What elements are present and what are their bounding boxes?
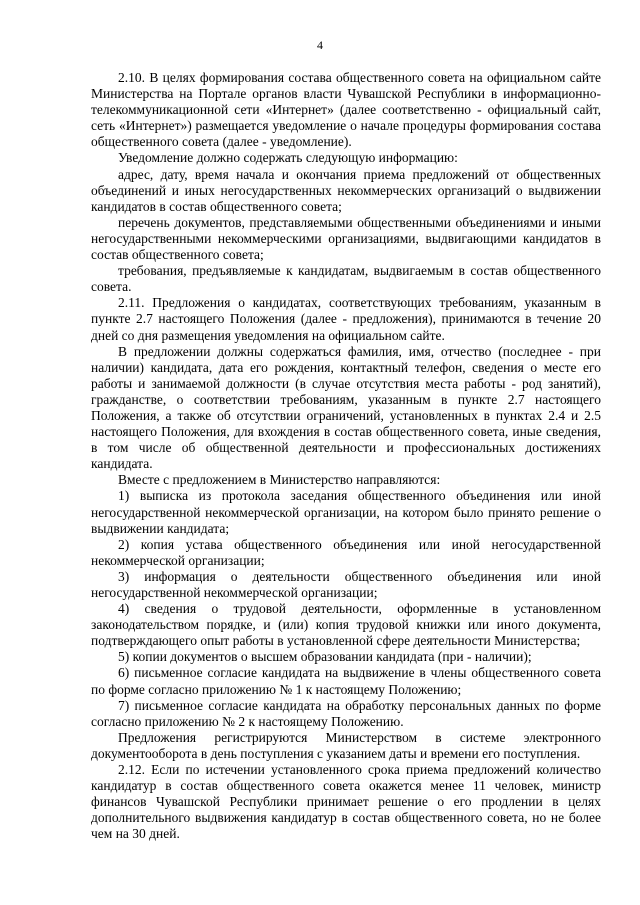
- list-item-2: 2) копия устава общественного объединения или иной негосударственной некоммерческой организации;: [91, 536, 601, 568]
- page-number: 4: [317, 38, 323, 52]
- list-item-7: 7) письменное согласие кандидата на обработку персональных данных по форме согласно приложению № 2 к настоящему Положению.: [91, 697, 601, 729]
- list-item-5: 5) копии документов о высшем образовании кандидата (при - наличии);: [118, 649, 532, 665]
- list-item-4: 4) сведения о трудовой деятельности, оформленные в установленном законодательством порядке, и (или) копия трудовой книжки или иного документа, подтверждающего опыт работы в установленной сфере деятельности Министерства;: [91, 601, 601, 649]
- list-item-3: 3) информация о деятельности общественного объединения или иной негосударственной некоммерческой организации;: [91, 568, 601, 600]
- paragraph-2-12: 2.12. Если по истечении установленного срока приема предложений количество кандидатур в состав общественного совета окажется менее 11 человек, министр финансов Чувашской Республики принимает решение о его продлении в целях дополнительного выдвижения кандидатур в состав общественного совета, но не более чем на 30 дней.: [91, 762, 601, 842]
- paragraph-2-10: 2.10. В целях формирования состава общественного совета на официальном сайте Министерства на Портале органов власти Чувашской Республики в информационно-телекоммуникационной сети «Интернет» (далее соответственно - официальный сайт, сеть «Интернет») размещается уведомление о начале процедуры формирования состава общественного совета (далее - уведомление).: [91, 70, 601, 150]
- list-item-1: 1) выписка из протокола заседания общественного объединения или иной негосударственной некоммерческой организации, на котором было принято решение о выдвижении кандидата;: [91, 488, 601, 536]
- paragraph-notice-requirements: требования, предъявляемые к кандидатам, выдвигаемым в состав общественного совета.: [91, 263, 601, 295]
- paragraph-notice-documents: перечень документов, представляемыми общественными объединениями и иными негосударственными некоммерческими организациями, выдвигающими кандидатов в состав общественного совета;: [91, 214, 601, 263]
- paragraph-notice-address: адрес, дату, время начала и окончания приема предложений от общественных объединений и иных негосударственных некоммерческих организаций о выдвижении кандидатов в состав общественного совета;: [91, 166, 601, 214]
- document-body: [91, 70, 601, 843]
- paragraph-registration: Предложения регистрируются Министерством в системе электронного документооборота в день поступления с указанием даты и времени его поступления.: [91, 729, 601, 761]
- list-item-6: 6) письменное согласие кандидата на выдвижение в члены общественного совета по форме согласно приложению № 1 к настоящему Положению;: [91, 665, 601, 697]
- paragraph-proposal-contents: В предложении должны содержаться фамилия, имя, отчество (последнее - при наличии) кандидата, дата его рождения, контактный телефон, сведения о месте его работы и занимаемой должности (в случае отсутствия места работы - род занятий), гражданстве, о соответствии требованиям, указанным в пункте 2.7 настоящего Положения, а также об отсутствии ограничений, установленных в пунктах 2.4 и 2.5 настоящего Положения, для вхождения в состав общественного совета, иные сведения, в том числе об общественной деятельности и профессиональных достижениях кандидата.: [91, 343, 601, 472]
- paragraph-notice-intro: Уведомление должно содержать следующую информацию:: [118, 150, 458, 166]
- paragraph-attachments-intro: Вместе с предложением в Министерство направляются:: [118, 472, 441, 488]
- paragraph-2-11: 2.11. Предложения о кандидатах, соответствующих требованиям, указанным в пункте 2.7 настоящего Положения (далее - предложения), принимаются в течение 20 дней со дня размещения уведомления на официальном сайте.: [91, 295, 601, 343]
